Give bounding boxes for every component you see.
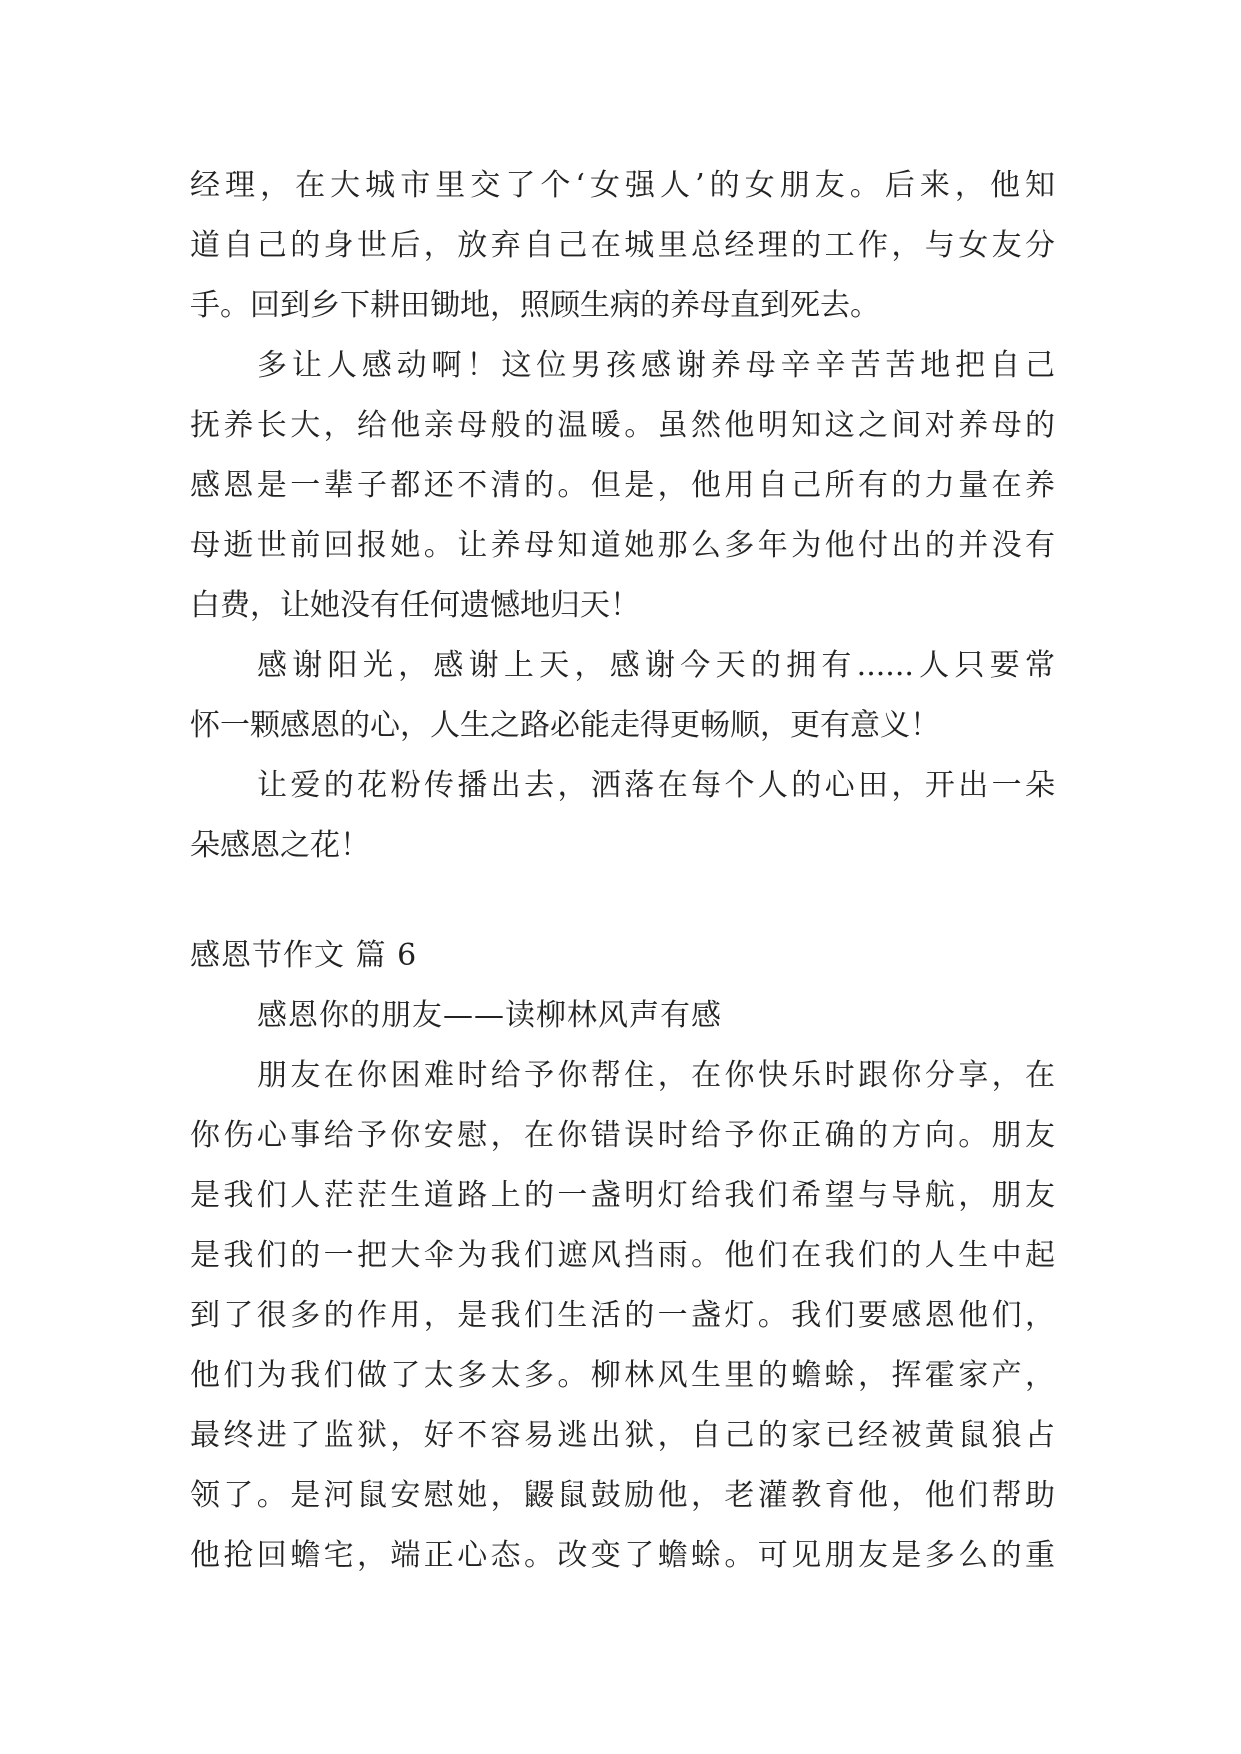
paragraph-1-line-3: 手。回到乡下耕田锄地，照顾生病的养母直到死去。 xyxy=(190,288,880,323)
paragraph-3-line-2: 怀一颗感恩的心，人生之路必能走得更畅顺，更有意义！ xyxy=(190,708,940,743)
paragraph-5-line-8: 领了。是河鼠安慰她，鼹鼠鼓励他，老灌教育他，他们帮助 xyxy=(190,1478,1055,1513)
paragraph-3-line-1: 感谢阳光，感谢上天，感谢今天的拥有......人只要常 xyxy=(257,648,1055,683)
paragraph-5-line-4: 是我们的一把大伞为我们遮风挡雨。他们在我们的人生中起 xyxy=(190,1238,1055,1273)
section-heading: 感恩节作文 篇 6 xyxy=(190,938,418,973)
paragraph-2-line-1: 多让人感动啊！这位男孩感谢养母辛辛苦苦地把自己 xyxy=(257,348,1055,383)
paragraph-2-line-2: 抚养长大，给他亲母般的温暖。虽然他明知这之间对养母的 xyxy=(190,408,1055,443)
paragraph-5-line-7: 最终进了监狱，好不容易逃出狱，自己的家已经被黄鼠狼占 xyxy=(190,1418,1055,1453)
paragraph-5-line-6: 他们为我们做了太多太多。柳林风生里的蟾蜍，挥霍家产， xyxy=(190,1358,1055,1393)
paragraph-5-line-2: 你伤心事给予你安慰，在你错误时给予你正确的方向。朋友 xyxy=(190,1118,1055,1153)
paragraph-1-line-1: 经理，在大城市里交了个‘女强人’的女朋友。后来，他知 xyxy=(190,168,1055,203)
paragraph-5-line-5: 到了很多的作用，是我们生活的一盏灯。我们要感恩他们， xyxy=(190,1298,1055,1333)
paragraph-4-line-1: 让爱的花粉传播出去，洒落在每个人的心田，开出一朵 xyxy=(257,768,1055,803)
paragraph-5-line-3: 是我们人茫茫生道路上的一盏明灯给我们希望与导航，朋友 xyxy=(190,1178,1055,1213)
paragraph-5-line-1: 朋友在你困难时给予你帮住，在你快乐时跟你分享，在 xyxy=(257,1058,1055,1093)
paragraph-2-line-5: 白费，让她没有任何遗憾地归天！ xyxy=(190,588,640,623)
paragraph-1-line-2: 道自己的身世后，放弃自己在城里总经理的工作，与女友分 xyxy=(190,228,1055,263)
paragraph-2-line-3: 感恩是一辈子都还不清的。但是，他用自己所有的力量在养 xyxy=(190,468,1055,503)
paragraph-2-line-4: 母逝世前回报她。让养母知道她那么多年为他付出的并没有 xyxy=(190,528,1055,563)
paragraph-5-line-9: 他抢回蟾宅，端正心态。改变了蟾蜍。可见朋友是多么的重 xyxy=(190,1538,1055,1573)
section-subtitle: 感恩你的朋友——读柳林风声有感 xyxy=(257,998,722,1033)
paragraph-4-line-2: 朵感恩之花！ xyxy=(190,828,370,863)
